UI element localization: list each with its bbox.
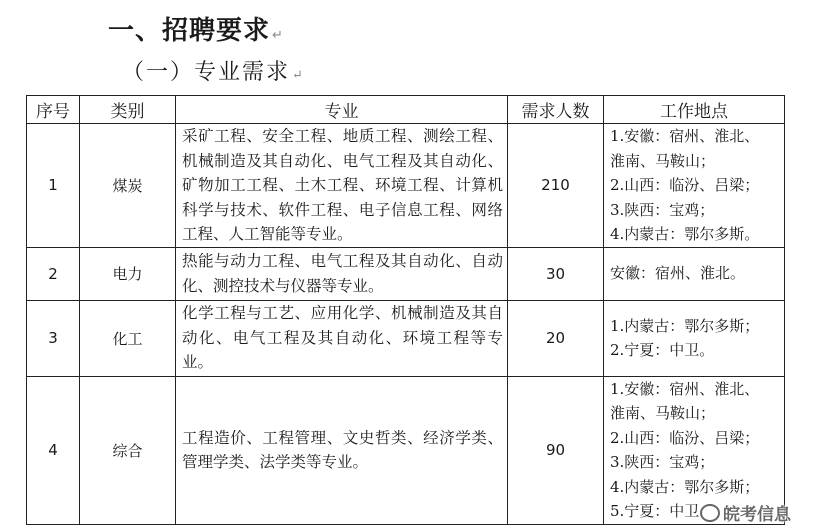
cell-majors: 采矿工程、安全工程、地质工程、测绘工程、机械制造及其自动化、电气工程及其自动化、矿物加工工程、土木工程、环境工程、计算机科学与技术、软件工程、电子信息工程、网络工程、人工智能等专业。	[176, 124, 508, 248]
location-line: 2.山西：临汾、吕梁；	[610, 428, 760, 447]
requirements-table	[26, 95, 785, 525]
cell-category: 电力	[80, 247, 176, 300]
location-line: 5.宁夏：中卫	[610, 502, 700, 520]
wechat-icon	[700, 504, 720, 522]
subsection-heading-text: （一）专业需求	[122, 60, 291, 85]
location-line: 1.安徽：宿州、淮北、	[610, 127, 760, 145]
cell-locations	[604, 300, 785, 376]
cell-no: 2	[27, 247, 80, 300]
cell-count: 30	[508, 247, 604, 300]
table-row	[27, 300, 785, 376]
paragraph-mark: ↵	[292, 68, 305, 83]
header-major: 专业	[176, 96, 508, 124]
location-line: 安徽：宿州、淮北。	[610, 264, 746, 283]
cell-no: 3	[27, 300, 80, 376]
header-no: 序号	[27, 96, 80, 124]
location-line: 1.安徽：宿州、淮北、	[610, 379, 760, 398]
table-row	[27, 376, 785, 524]
cell-count: 20	[508, 300, 604, 376]
cell-category: 煤炭	[80, 124, 176, 248]
header-category: 类别	[80, 96, 176, 124]
cell-count: 90	[508, 376, 604, 524]
cell-category: 化工	[80, 300, 176, 376]
cell-locations	[604, 124, 785, 248]
location-line: 淮南、马鞍山；	[610, 404, 716, 422]
location-line: 3.陕西：宝鸡；	[610, 453, 715, 471]
header-count: 需求人数	[508, 96, 604, 124]
paragraph-mark: ↵	[272, 28, 284, 43]
location-line: 4.内蒙古：鄂尔多斯；	[610, 477, 760, 496]
watermark-text: 皖考信息	[723, 505, 791, 525]
cell-majors: 热能与动力工程、电气工程及其自动化、自动化、测控技术与仪器等专业。	[176, 247, 508, 300]
section-heading-text: 一、招聘要求	[108, 16, 271, 46]
table-header-row	[27, 96, 785, 124]
location-line: 2.宁夏：中卫。	[610, 341, 715, 359]
watermark	[700, 500, 791, 525]
header-location: 工作地点	[604, 96, 785, 124]
location-line: 1.内蒙古：鄂尔多斯；	[610, 316, 760, 335]
cell-category: 综合	[80, 376, 176, 524]
cell-count: 210	[508, 124, 604, 248]
location-line: 2.山西：临汾、吕梁；	[610, 176, 760, 194]
cell-no: 4	[27, 376, 80, 524]
cell-majors: 工程造价、工程管理、文史哲类、经济学类、管理学类、法学类等专业。	[176, 376, 508, 524]
location-line: 3.陕西：宝鸡；	[610, 200, 715, 219]
cell-majors: 化学工程与工艺、应用化学、机械制造及其自动化、电气工程及其自动化、环境工程等专业。	[176, 300, 508, 376]
cell-no: 1	[27, 124, 80, 248]
location-line: 4.内蒙古：鄂尔多斯。	[610, 225, 760, 243]
subsection-heading	[122, 55, 305, 86]
location-line: 淮南、马鞍山；	[610, 151, 716, 170]
table-row	[27, 124, 785, 248]
table-row	[27, 247, 785, 300]
cell-locations	[604, 247, 785, 300]
section-heading	[108, 10, 284, 47]
